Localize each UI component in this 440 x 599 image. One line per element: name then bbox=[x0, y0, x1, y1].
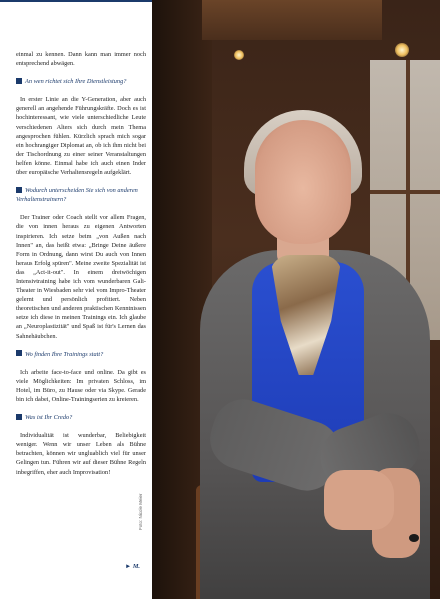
interview-question bbox=[16, 350, 146, 359]
ring bbox=[409, 534, 419, 542]
question-marker-icon bbox=[16, 187, 22, 193]
top-rule bbox=[0, 0, 152, 2]
portrait-photo bbox=[152, 0, 440, 599]
question-text: Wodurch unterscheiden Sie sich von anderen Verhaltenstrainern? bbox=[16, 187, 138, 204]
window-frame bbox=[370, 190, 440, 194]
question-marker-icon bbox=[16, 350, 22, 356]
background-beam bbox=[202, 0, 382, 40]
article-paragraph: Der Trainer oder Coach stellt vor allem Fragen, die von innen heraus zu eigenen Antworten inspirieren. Ich setze beim „von Außen nach Innen" an, das heißt etwa: „Bringe Deine äußere Form in Ordnung, dann wirst Du auch von Innen heraus Erfolg spüren". Meine zweite Spezialität ist das „Act-it-out". In einem dreiwöchigen Intensivtraining habe ich vom wunderbaren Gali-Theater in Wiesbaden sehr viel vom Impro-Theater gelernt und persönlich profitiert. Neben theoretischen und anderen praktischen Kenntnissen setze ich diese in meinen Trainings ein. Ich glaube an „Neuroplastizität" und Spaß ist für's Lernen das Sahnehäubchen. bbox=[16, 214, 146, 340]
continue-marker: ► M. bbox=[125, 563, 140, 570]
question-marker-icon bbox=[16, 78, 22, 84]
interview-question bbox=[16, 186, 146, 204]
question-marker-icon bbox=[16, 414, 22, 420]
photo-credit: Foto: Nicole Meier bbox=[138, 493, 143, 530]
question-text: Was ist Ihr Credo? bbox=[25, 414, 73, 422]
article-paragraph: Ich arbeite face-to-face und online. Da gibt es viele Möglichkeiten: Im privaten Schloss, im Hotel, im Büro, zu Hause oder via Skype. Gerade bin ich dabei, Online-Trainingserien zu kreieren. bbox=[16, 368, 146, 403]
article-column bbox=[0, 0, 152, 599]
question-text: An wen richtet sich Ihre Dienstleistung? bbox=[25, 78, 127, 86]
article-paragraph: In erster Linie an die Y-Generation, aber auch generell an angehende Führungskräfte. Doch es ist hochinteressant, wie viele unterschiedliche Leute verschiedenen Alters sich durch mein Thema angesprochen fühlen. Kürzlich sprach mich sogar ein hochrangiger Diplomat an, ob ich ihm nicht bei der Tischordnung zu einer seiner Veranstaltungen helfen könne. Einmal habe ich auch einen Inder über europäische Verhaltensregeln aufgeklärt. bbox=[16, 96, 146, 177]
interview-question bbox=[16, 77, 146, 86]
interview-question bbox=[16, 413, 146, 422]
lamp-light bbox=[234, 50, 244, 60]
article-paragraph: Individualität ist wunderbar, Beliebigkeit weniger. Wenn wir unser Leben als Bühne betrachten, können wir ungluablich viel für unser Gelingen tun. Führen wir auf dieser Bühne Regeln inbegriffen, eher auch Improvisation! bbox=[16, 432, 146, 476]
lamp-light bbox=[395, 43, 409, 57]
question-text: Wo finden Ihre Trainings statt? bbox=[25, 350, 104, 358]
left-hand bbox=[324, 470, 394, 530]
face bbox=[255, 120, 351, 244]
article-paragraph: einmal zu kennen. Dann kann man immer noch entsprechend abwägen. bbox=[16, 51, 146, 68]
